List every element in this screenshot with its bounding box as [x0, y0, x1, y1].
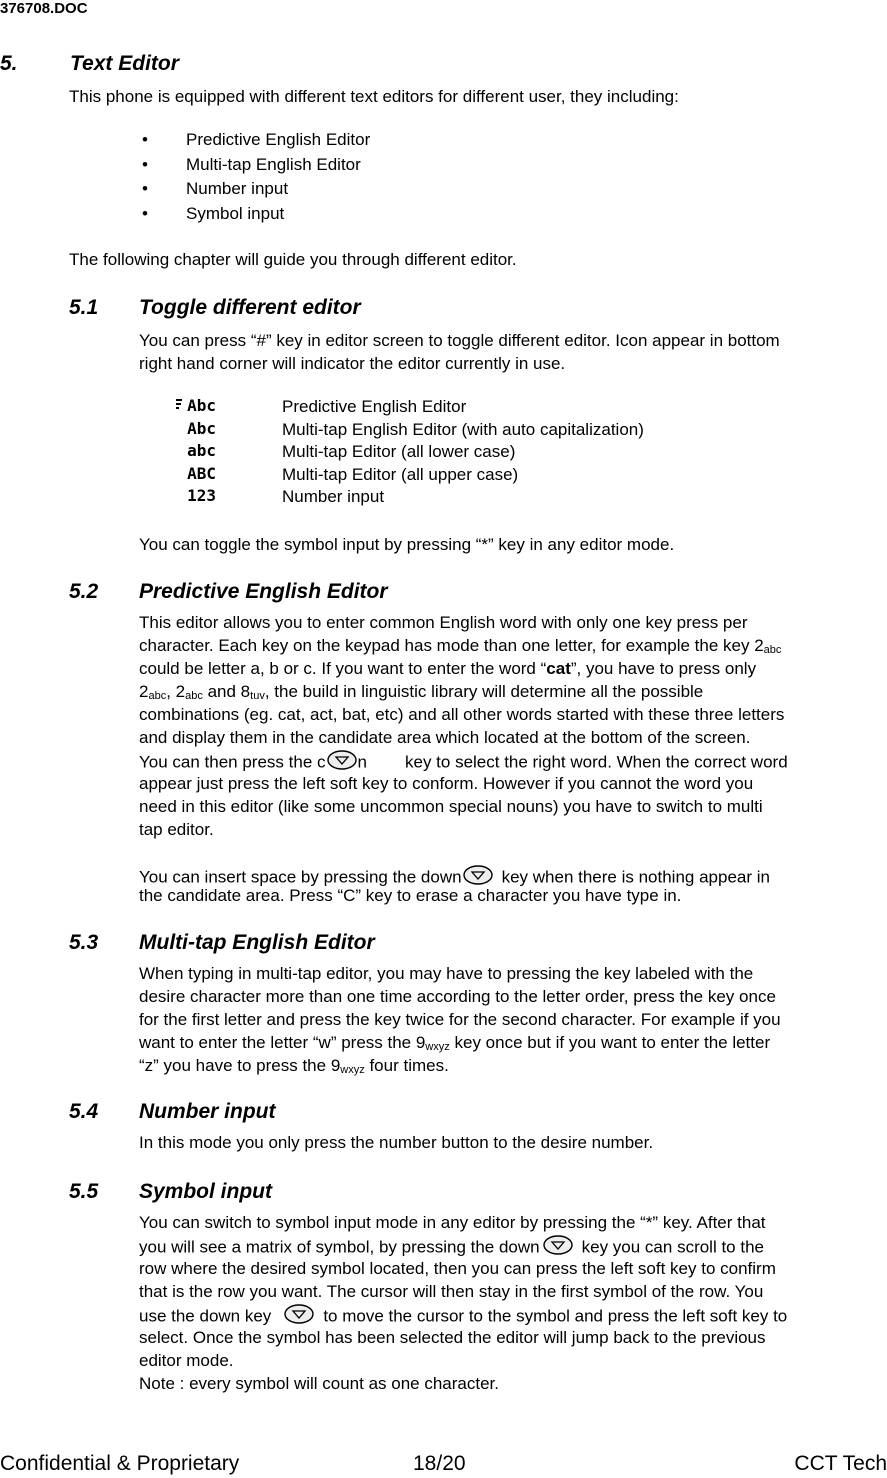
paragraph-line: for the first letter and press the key twice for the second character. For example if you: [139, 1010, 781, 1029]
paragraph-line: character. Each key on the keypad has mode than one letter, for example the key $2_{abc}$: [139, 636, 782, 656]
section-5-4-heading: [69, 1100, 276, 1124]
paragraph-line: use the down key to move the cursor to the symbol and press the left soft key to: [139, 1303, 787, 1331]
paragraph-line: You can insert space by pressing the down key when there is nothing appear in: [139, 864, 770, 892]
paragraph-line: need in this editor (like some uncommon special nouns) you have to switch to multi: [139, 797, 763, 816]
paragraph-line: and display them in the candidate area which located at the bottom of the screen.: [139, 728, 751, 747]
paragraph-line: could be letter a, b or c. If you want to enter the word “cat”, you have to press only: [139, 659, 757, 678]
paragraph-line: “z” you have to press the $9_{wxyz}$ four times.: [139, 1056, 449, 1076]
section-5-intro: This phone is equipped with different text editors for different user, they including:: [69, 87, 679, 106]
section-5-3-heading: [69, 931, 375, 955]
section-number: 5.: [0, 52, 18, 75]
section-title: Text Editor: [70, 52, 179, 75]
paragraph-line: desire character more than one time according to the letter order, press the key once: [139, 987, 776, 1006]
footer-left: Confidential & Proprietary: [0, 1452, 240, 1475]
paragraph-line: You can press “#” key in editor screen to toggle different editor. Icon appear in bottom: [139, 331, 780, 350]
paragraph-line: the candidate area. Press “C” key to erase a character you have type in.: [139, 886, 682, 905]
section-title: Predictive English Editor: [139, 580, 388, 603]
paragraph-line: appear just press the left soft key to conform. However if you cannot the word you: [139, 774, 754, 793]
paragraph-line: This editor allows you to enter common English word with only one key press per: [139, 613, 748, 632]
predictive-abc-icon: Abc: [187, 396, 216, 415]
section-title: Number input: [139, 1100, 276, 1123]
lowercase-abc-icon: abc: [187, 441, 216, 460]
section-5-5-heading: [69, 1180, 272, 1204]
section-title: Symbol input: [139, 1180, 272, 1203]
paragraph-line: In this mode you only press the number button to the desire number.: [139, 1133, 654, 1152]
list-item: • Predictive English Editor: [142, 130, 371, 149]
paragraph-line: editor mode.: [139, 1351, 234, 1370]
paragraph-line: want to enter the letter “w” press the $9_{wxyz}$ key once but if you want to enter the letter: [139, 1033, 771, 1053]
mode-label: Multi-tap Editor (all lower case): [282, 442, 516, 461]
section-number: 5.5: [69, 1180, 99, 1203]
uppercase-abc-icon: ABC: [187, 463, 216, 483]
paragraph-line: $2_{abc}$, $2_{abc}$ and $8_{tuv}$, the build in linguistic library will determine all the possible: [139, 682, 704, 702]
list-item: • Multi-tap English Editor: [142, 154, 361, 174]
document-id: 376708.DOC: [0, 0, 88, 17]
section-5-outro: The following chapter will guide you through different editor.: [69, 250, 517, 269]
paragraph-line: row where the desired symbol located, then you can press the left soft key to confirm: [139, 1259, 776, 1278]
paragraph-line: that is the row you want. The cursor will then stay in the first symbol of the row. You: [139, 1282, 764, 1301]
paragraph-line: you will see a matrix of symbol, by pressing the down key you can scroll to the: [139, 1234, 764, 1262]
section-number: 5.3: [69, 931, 99, 954]
symbol-toggle-note: You can toggle the symbol input by pressing “*” key in any editor mode.: [139, 535, 675, 554]
section-number: 5.1: [69, 296, 99, 319]
section-5-1-heading: [69, 296, 361, 320]
section-title: Multi-tap English Editor: [139, 931, 375, 954]
paragraph-line: select. Once the symbol has been selected the editor will jump back to the previous: [139, 1328, 766, 1347]
section-number: 5.4: [69, 1100, 99, 1123]
list-item: • Symbol input: [142, 203, 285, 223]
section-5-heading: [0, 52, 179, 76]
paragraph-line: right hand corner will indicator the editor currently in use.: [139, 354, 566, 373]
page-number: 18/20: [413, 1452, 466, 1475]
mode-label: Multi-tap English Editor (with auto capitalization): [282, 419, 644, 439]
mode-label: Number input: [282, 487, 385, 506]
paragraph-line: tap editor.: [139, 820, 214, 839]
paragraph-line: combinations (eg. cat, act, bat, etc) and all other words started with these three letters: [139, 705, 785, 724]
list-item: • Number input: [142, 179, 289, 198]
paragraph-line: When typing in multi-tap editor, you may have to pressing the key labeled with the: [139, 964, 754, 983]
section-number: 5.2: [69, 580, 99, 603]
section-title: Toggle different editor: [139, 296, 361, 319]
multitap-abc-icon: Abc: [187, 418, 216, 438]
number-123-icon: 123: [187, 486, 216, 505]
paragraph-line: Note : every symbol will count as one character.: [139, 1374, 499, 1393]
section-5-2-heading: [69, 580, 388, 604]
mode-label: Predictive English Editor: [282, 397, 467, 416]
paragraph-line: You can then press the c n key to select the right word. When the correct word: [139, 749, 788, 777]
paragraph-line: You can switch to symbol input mode in any editor by pressing the “*” key. After that: [139, 1213, 766, 1232]
mode-label: Multi-tap Editor (all upper case): [282, 464, 519, 484]
footer-right: CCT Tech: [794, 1452, 887, 1475]
